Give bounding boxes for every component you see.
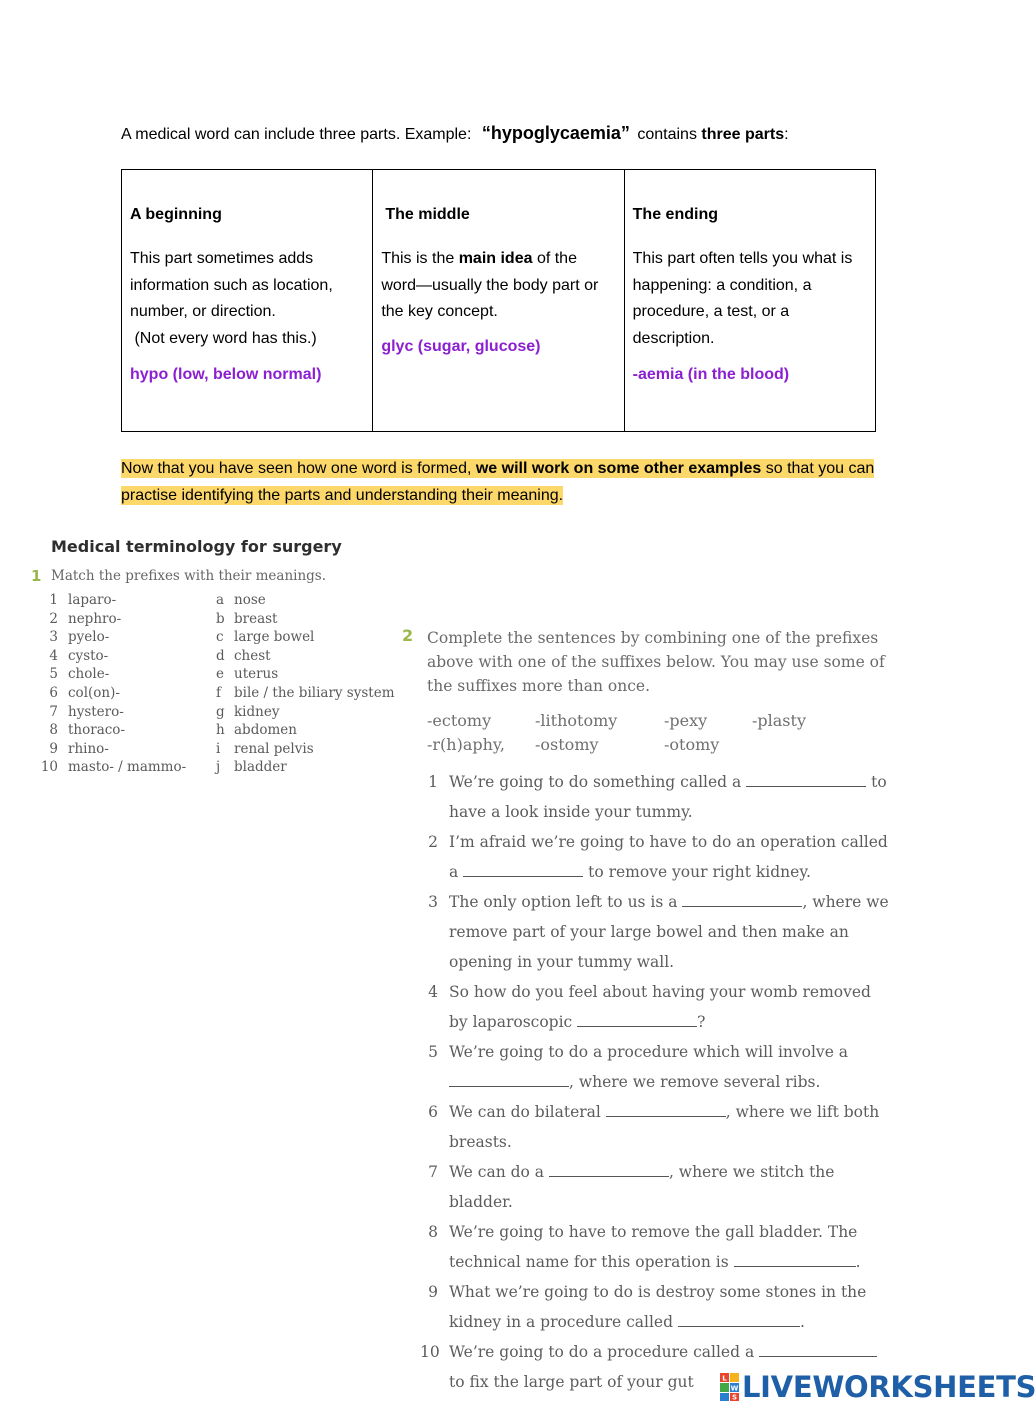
suffix: -r(h)aphy, — [427, 735, 505, 754]
meaning-text: bile / the biliary system — [234, 684, 395, 701]
prefix-term: cysto- — [68, 647, 109, 664]
meaning-letter: j — [216, 759, 221, 776]
exercise-2-instruction: Complete the sentences by combining one of the prefixes above with one of the suffixes below. You may use some of the suffixes more than once. — [427, 629, 885, 695]
part-body-bold: main idea — [458, 250, 533, 267]
meaning-letter: f — [216, 684, 221, 701]
part-note-text: (Not every word has this.) — [134, 329, 317, 347]
sentence-item — [420, 1217, 890, 1277]
part-body-after: of the word—usually the body part or the key concept. — [381, 250, 599, 320]
sentence-after: to remove your right kidney. — [583, 863, 811, 881]
answer-blank[interactable] — [734, 1265, 856, 1267]
prefix-number: 6 — [49, 684, 58, 701]
answer-blank[interactable] — [682, 905, 802, 907]
sentence-text — [420, 827, 890, 887]
answer-blank[interactable] — [463, 875, 583, 877]
logo-text: LIVEWORKSHEETS — [742, 1370, 1036, 1404]
sentence-number: 4 — [428, 983, 438, 1001]
prefix-number: 5 — [49, 666, 58, 683]
sentence-after: ? — [697, 1013, 706, 1031]
meaning-letter: i — [216, 740, 221, 757]
sentence-text — [420, 1037, 890, 1097]
sentence-before: What we’re going to do is destroy some stones in the kidney in a procedure called — [449, 1283, 867, 1331]
sentence-text — [420, 887, 890, 977]
answer-blank[interactable] — [577, 1025, 697, 1027]
sentence-item — [420, 827, 890, 887]
sentence-text — [420, 1217, 890, 1277]
logo-mark-icon — [720, 1373, 740, 1401]
sentence-number: 5 — [428, 1043, 438, 1061]
suffix-row — [427, 733, 847, 757]
part-heading: A beginning — [130, 206, 222, 223]
meaning-text: bladder — [234, 759, 287, 776]
sentence-after: to fix the large part of your gut — [449, 1373, 694, 1391]
prefix-number: 10 — [40, 759, 58, 776]
meaning-text: abdomen — [234, 722, 297, 739]
sentence-number: 6 — [428, 1103, 438, 1121]
part-example: glyc (sugar, glucose) — [381, 337, 541, 355]
sentence-item — [420, 767, 890, 827]
answer-blank[interactable] — [746, 785, 866, 787]
sentence-text — [420, 977, 890, 1037]
prefix-number: 8 — [49, 722, 58, 739]
sentence-after: , where we lift both breasts. — [449, 1103, 880, 1151]
prefix-term: nephro- — [68, 610, 122, 627]
suffix: -lithotomy — [535, 711, 618, 730]
highlight-after: so that you can practise identifying the parts and understanding their meaning. — [121, 460, 875, 504]
svg-text:L: L — [722, 1374, 727, 1383]
suffix: -ectomy — [427, 711, 492, 730]
intro-three-parts: three parts — [701, 126, 785, 143]
exercise-2-number: 2 — [402, 626, 414, 645]
sentence-before: We can do bilateral — [449, 1103, 606, 1121]
part-heading: The middle — [385, 206, 470, 223]
meaning-letter: c — [216, 629, 224, 646]
exercise-1-instruction: Match the prefixes with their meanings. — [51, 568, 327, 584]
part-example: hypo (low, below normal) — [130, 366, 322, 383]
part-body — [381, 246, 615, 326]
prefix-number: 4 — [49, 647, 58, 664]
sentence-before: We’re going to do something called a — [449, 773, 747, 791]
sentence-before: I’m afraid we’re going to have to do an operation called a — [449, 833, 888, 881]
part-body-before: This is the — [381, 250, 459, 267]
sentence-item — [420, 1037, 890, 1097]
sentence-item — [420, 887, 890, 977]
intro-text: A medical word can include three parts. Example: — [121, 126, 476, 143]
sentence-text — [420, 1097, 890, 1157]
highlight-bold: we will work on some other examples — [475, 460, 762, 477]
sentence-before: The only option left to us is a — [449, 893, 683, 911]
sentence-before: We’re going to do a procedure which will involve a — [449, 1043, 849, 1061]
sentence-before: We’re going to have to remove the gall bladder. The technical name for this operation is — [449, 1223, 858, 1271]
part-example: -aemia (in the blood) — [632, 366, 790, 383]
svg-text:W: W — [730, 1384, 739, 1393]
prefix-term: masto- / mammo- — [68, 759, 187, 776]
meaning-text: uterus — [234, 666, 279, 683]
example-word: “hypoglycaemia” — [481, 123, 630, 143]
prefix-term: col(on)- — [68, 684, 120, 701]
meaning-text: kidney — [234, 703, 280, 720]
prefix-number: 7 — [49, 703, 58, 720]
meaning-letter: d — [216, 647, 225, 664]
section-title: Medical terminology for surgery — [51, 537, 342, 556]
suffix: -otomy — [664, 735, 720, 754]
sentence-item — [420, 977, 890, 1037]
part-ending — [624, 170, 875, 431]
sentence-number: 8 — [428, 1223, 438, 1241]
sentence-after: . — [855, 1253, 861, 1271]
sentence-after: , where we remove several ribs. — [569, 1073, 821, 1091]
part-body: This part sometimes adds information such as location, number, or direction. — [130, 250, 333, 320]
sentence-after: . — [799, 1313, 805, 1331]
answer-blank[interactable] — [449, 1085, 569, 1087]
prefix-number: 9 — [49, 740, 58, 757]
sentence-number: 10 — [420, 1343, 440, 1361]
sentence-before: So how do you feel about having your womb removed by laparoscopic — [449, 983, 871, 1031]
suffix-list — [427, 709, 847, 757]
sentence-text — [420, 1277, 890, 1337]
part-middle — [372, 170, 623, 431]
prefix-term: chole- — [68, 666, 110, 683]
part-note — [130, 326, 364, 353]
prefix-number: 1 — [49, 592, 58, 608]
sentence-list — [420, 767, 890, 1397]
sentence-before: We’re going to do a procedure called a — [449, 1343, 760, 1361]
prefix-term: hystero- — [68, 703, 124, 720]
sentence-item — [420, 1097, 890, 1157]
intro-colon: : — [784, 126, 789, 143]
meaning-text: breast — [234, 610, 278, 627]
sentence-item — [420, 1157, 890, 1217]
highlight-before: Now that you have seen how one word is formed, — [121, 460, 476, 477]
sentence-after: , where we stitch the bladder. — [449, 1163, 835, 1211]
prefix-number: 3 — [49, 629, 58, 646]
prefix-term: thoraco- — [68, 722, 125, 739]
prefix-term: laparo- — [68, 592, 117, 608]
svg-text:S: S — [731, 1393, 738, 1402]
exercise-1-number: 1 — [31, 567, 42, 585]
meaning-text: chest — [234, 647, 271, 664]
answer-blank[interactable] — [606, 1115, 726, 1117]
meaning-text: nose — [234, 592, 266, 608]
meaning-letter: h — [216, 722, 225, 739]
word-parts-table — [121, 169, 876, 432]
sentence-number: 9 — [428, 1283, 438, 1301]
sentence-before: We can do a — [449, 1163, 549, 1181]
highlight-text — [121, 459, 874, 505]
answer-blank[interactable] — [549, 1175, 669, 1177]
liveworksheets-logo — [720, 1370, 1036, 1404]
answer-blank[interactable] — [678, 1325, 800, 1327]
suffix-row — [427, 709, 847, 733]
intro-contains: contains — [632, 126, 702, 143]
highlighted-paragraph — [121, 456, 881, 509]
part-beginning — [122, 170, 372, 431]
sentence-after: to have a look inside your tummy. — [449, 773, 887, 821]
prefix-term: pyelo- — [68, 629, 110, 646]
meaning-text: large bowel — [234, 629, 315, 646]
meaning-letter: g — [216, 703, 225, 720]
sentence-number: 2 — [428, 833, 438, 851]
intro-sentence — [121, 123, 789, 144]
part-body: This part often tells you what is happening: a condition, a procedure, a test, or a description. — [632, 250, 853, 347]
suffix: -pexy — [664, 711, 708, 730]
sentence-number: 7 — [428, 1163, 438, 1181]
meaning-text: renal pelvis — [234, 740, 314, 757]
sentence-text — [420, 1157, 890, 1217]
sentence-number: 3 — [428, 893, 438, 911]
part-heading: The ending — [632, 206, 718, 223]
prefix-number: 2 — [49, 610, 58, 627]
sentence-item — [420, 1277, 890, 1337]
sentence-text — [420, 767, 890, 827]
sentence-number: 1 — [428, 773, 438, 791]
prefix-term: rhino- — [68, 740, 109, 757]
suffix: -ostomy — [535, 735, 599, 754]
meaning-letter: e — [216, 666, 224, 683]
meaning-letter: b — [216, 610, 225, 627]
sentence-after: , where we remove part of your large bowel and then make an opening in your tummy wall. — [449, 893, 889, 971]
suffix: -plasty — [752, 711, 806, 730]
answer-blank[interactable] — [759, 1355, 877, 1357]
meaning-letter: a — [216, 592, 225, 608]
